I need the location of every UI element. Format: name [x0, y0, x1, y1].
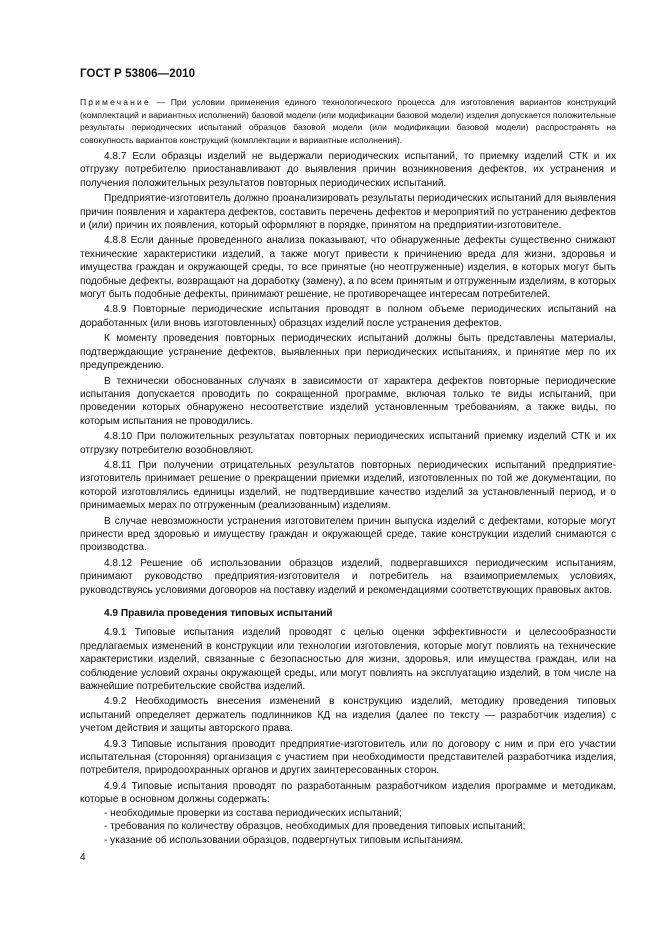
paragraph-4-8-9: 4.8.9 Повторные периодические испытания проводят в полном объеме периодических испытаний на доработанных (или вновь изготовленных) образцах изделий после устранения дефектов. [80, 304, 616, 329]
note-text: — При условии применения единого технологического процесса для изготовления вариантов конструкций (комплектаций и вариантных исполнений) базовой модели (или модификации базовой модели) изделия допускается положительные результаты периодических испытаний образцов базовой модели (или модификации базовой модели) распространять на совокупность вариантов конструкций (комплектации и вариантные исполнения). [80, 97, 616, 145]
paragraph-4-8-12: 4.8.12 Решение об использовании образцов изделий, подвергавшихся периодическим испытаниям, принимают руководство предприятия-изготовителя и потребитель на взаимоприемлемых условиях, руководствуясь условиями договоров на поставку изделий и рекомендациями соответствующих правовых актов. [80, 557, 616, 596]
paragraph-4-9-4: 4.9.4 Типовые испытания проводят по разработанным разработчиком изделия программе и методикам, которые в основном должны содержать: [80, 780, 616, 806]
paragraph: В случае невозможности устранения изготовителем причин выпуска изделий с дефектами, которые могут принести вред здоровью и имуществу граждан и окружающей среде, такие конструкции изделий снимаются с производства. [80, 515, 616, 554]
note-block [80, 96, 616, 146]
document-header: ГОСТ Р 53806—2010 [80, 68, 196, 80]
paragraph-4-8-7: 4.8.7 Если образцы изделий не выдержали периодических испытаний, то приемку изделий СТК и их отгрузку потребителю приостанавливают до выявления причин возникновения дефектов, их устранения и получения положительных результатов повторных периодических испытаний. [80, 151, 616, 189]
document-body [80, 96, 616, 847]
paragraph-4-9-2: 4.9.2 Необходимость внесения изменений в конструкцию изделий, методику проведения типовых испытаний определяет держатель подлинников КД на изделия (далее по тексту — разработчик изделия) с учетом действия и защиты авторского права. [80, 696, 616, 735]
paragraph-4-8-11: 4.8.11 При получении отрицательных результатов повторных периодических испытаний предприятие-изготовитель принимает решение о прекращении приемки изделий, изготовленных по той же документации, по которой изготовлялись единицы изделий, не подтвердившие качество изделий за установленный период, и о принимаемых мерах по отгруженным (реализованным) изделиям. [80, 459, 616, 512]
paragraph: Предприятие-изготовитель должно проанализировать результаты периодических испытаний для выявления причин появления и характера дефектов, составить перечень дефектов и мероприятий по устранению дефектов и (или) причин их появления, который оформляют в порядке, принятом на предприятии-изготовителе. [80, 193, 616, 232]
page-number: 4 [80, 852, 86, 863]
list-item: - указание об использовании образцов, подвергнутых типовым испытаниям. [104, 834, 464, 846]
note-label: Примечание [80, 97, 151, 107]
section-heading: 4.9 Правила проведения типовых испытаний [104, 608, 333, 619]
list-item: - необходимые проверки из состава периодических испытаний; [104, 807, 402, 819]
paragraph: В технически обоснованных случаях в зависимости от характера дефектов повторные периодические испытания допускается проводить по сокращенной программе, включая только те виды испытаний, при проведении которых обнаружено несоответствие изделий установленным требованиям, а также виды, по которым испытания не проводились. [80, 375, 616, 427]
paragraph: К моменту проведения повторных периодических испытаний должны быть представлены материалы, подтверждающие устранение дефектов, выявленных при периодических испытаниях, и принятие мер по их предупреждению. [80, 333, 616, 372]
requirements-list [80, 807, 616, 847]
paragraph-4-8-10: 4.8.10 При положительных результатах повторных периодических испытаний приемку изделий СТК и их отгрузку потребителю возобновляют. [80, 431, 616, 456]
list-item: - требования по количеству образцов, необходимых для проведения типовых испытаний; [104, 821, 526, 833]
paragraph-4-9-3: 4.9.3 Типовые испытания проводит предприятие-изготовитель или по договору с ним и при его участии испытательная (сторонняя) организация с участием при необходимости представителей разработчика изделия, потребителя, природоохранных органов и других заинтересованных сторон. [80, 738, 616, 777]
paragraph-4-8-8: 4.8.8 Если данные проведенного анализа показывают, что обнаруженные дефекты существенно снижают технические характеристики изделий, а также могут привести к причинению вреда для жизни, здоровья и имущества граждан и окружающей среды, то все принятые (но неотгруженные) изделия, в которых могут быть подобные дефекты, возвращают на доработку (замену), а по всем принятым и отгруженным изделиям, в которых могут быть подобные дефекты, принимают решение, не противоречащее интересам потребителей. [80, 235, 616, 301]
paragraph-4-9-1: 4.9.1 Типовые испытания изделий проводят с целью оценки эффективности и целесообразности предлагаемых изменений в конструкции или технологии изготовления, которые могут повлиять на технические характеристики изделий, связанные с безопасностью для жизни, здоровья, или имущества граждан, или на соблюдение условий охраны окружающей среды, или могут повлиять на эксплуатацию изделий, в том числе на важнейшие потребительские свойства изделий. [80, 627, 616, 693]
